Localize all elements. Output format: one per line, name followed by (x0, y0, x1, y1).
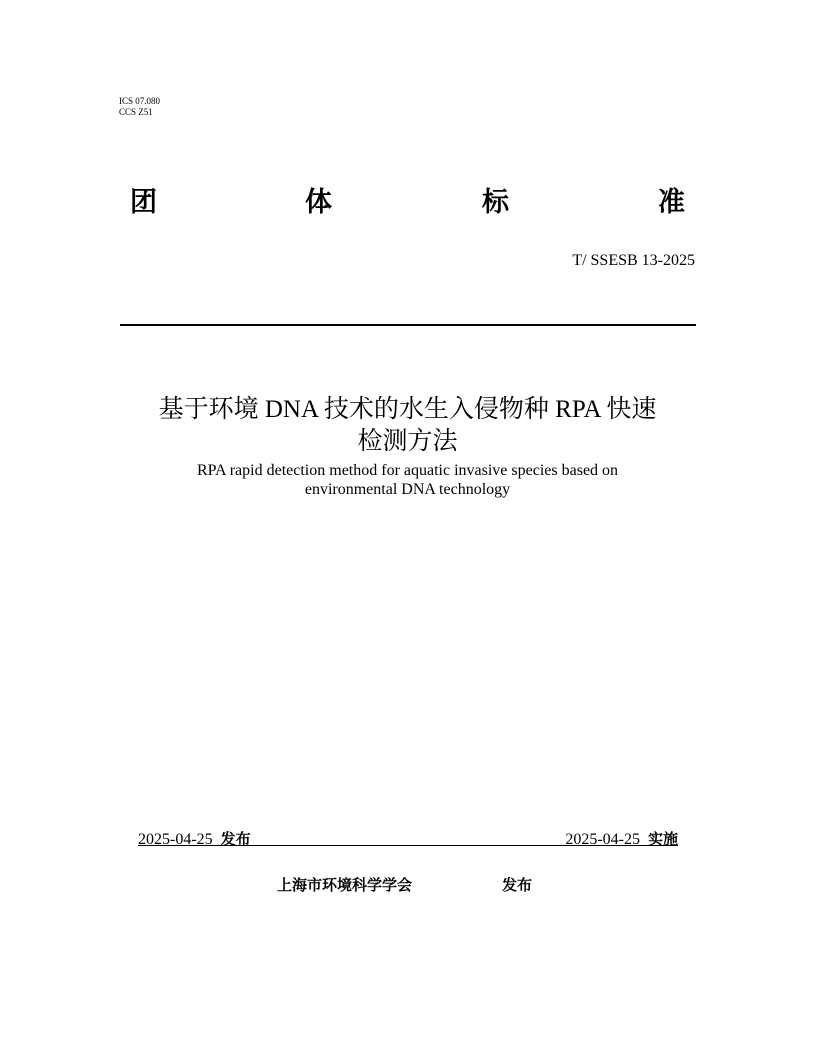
standard-type-char-4: 准 (658, 187, 685, 218)
dates-underline (138, 845, 678, 846)
chinese-title (80, 394, 735, 458)
standard-type-heading (120, 180, 695, 216)
english-title-line-2: environmental DNA technology (304, 481, 511, 498)
implement-label: 实施 (647, 830, 678, 848)
implement-date: 2025-04-25 (565, 831, 640, 848)
standard-type-char-2: 体 (305, 187, 332, 218)
dates-row (138, 828, 678, 848)
publisher-action: 发布 (502, 876, 533, 894)
standard-type-char-3: 标 (482, 187, 509, 218)
classification-codes (119, 96, 160, 118)
chinese-title-line-1: 基于环境 DNA 技术的水生入侵物种 RPA 快速 (158, 396, 657, 423)
english-title (80, 461, 735, 499)
release-date: 2025-04-25 (138, 831, 213, 848)
release-label: 发布 (220, 830, 251, 848)
standard-type-char-1: 团 (130, 187, 157, 218)
chinese-title-line-2: 检测方法 (357, 428, 458, 455)
ccs-code: CCS Z51 (119, 107, 153, 117)
standard-number: T/ SSESB 13-2025 (572, 252, 695, 269)
ics-code: ICS 07.080 (119, 96, 161, 106)
publisher-organization: 上海市环境科学学会 (277, 876, 413, 894)
english-title-line-1: RPA rapid detection method for aquatic invasive species based on (196, 462, 619, 479)
header-divider (120, 324, 696, 326)
